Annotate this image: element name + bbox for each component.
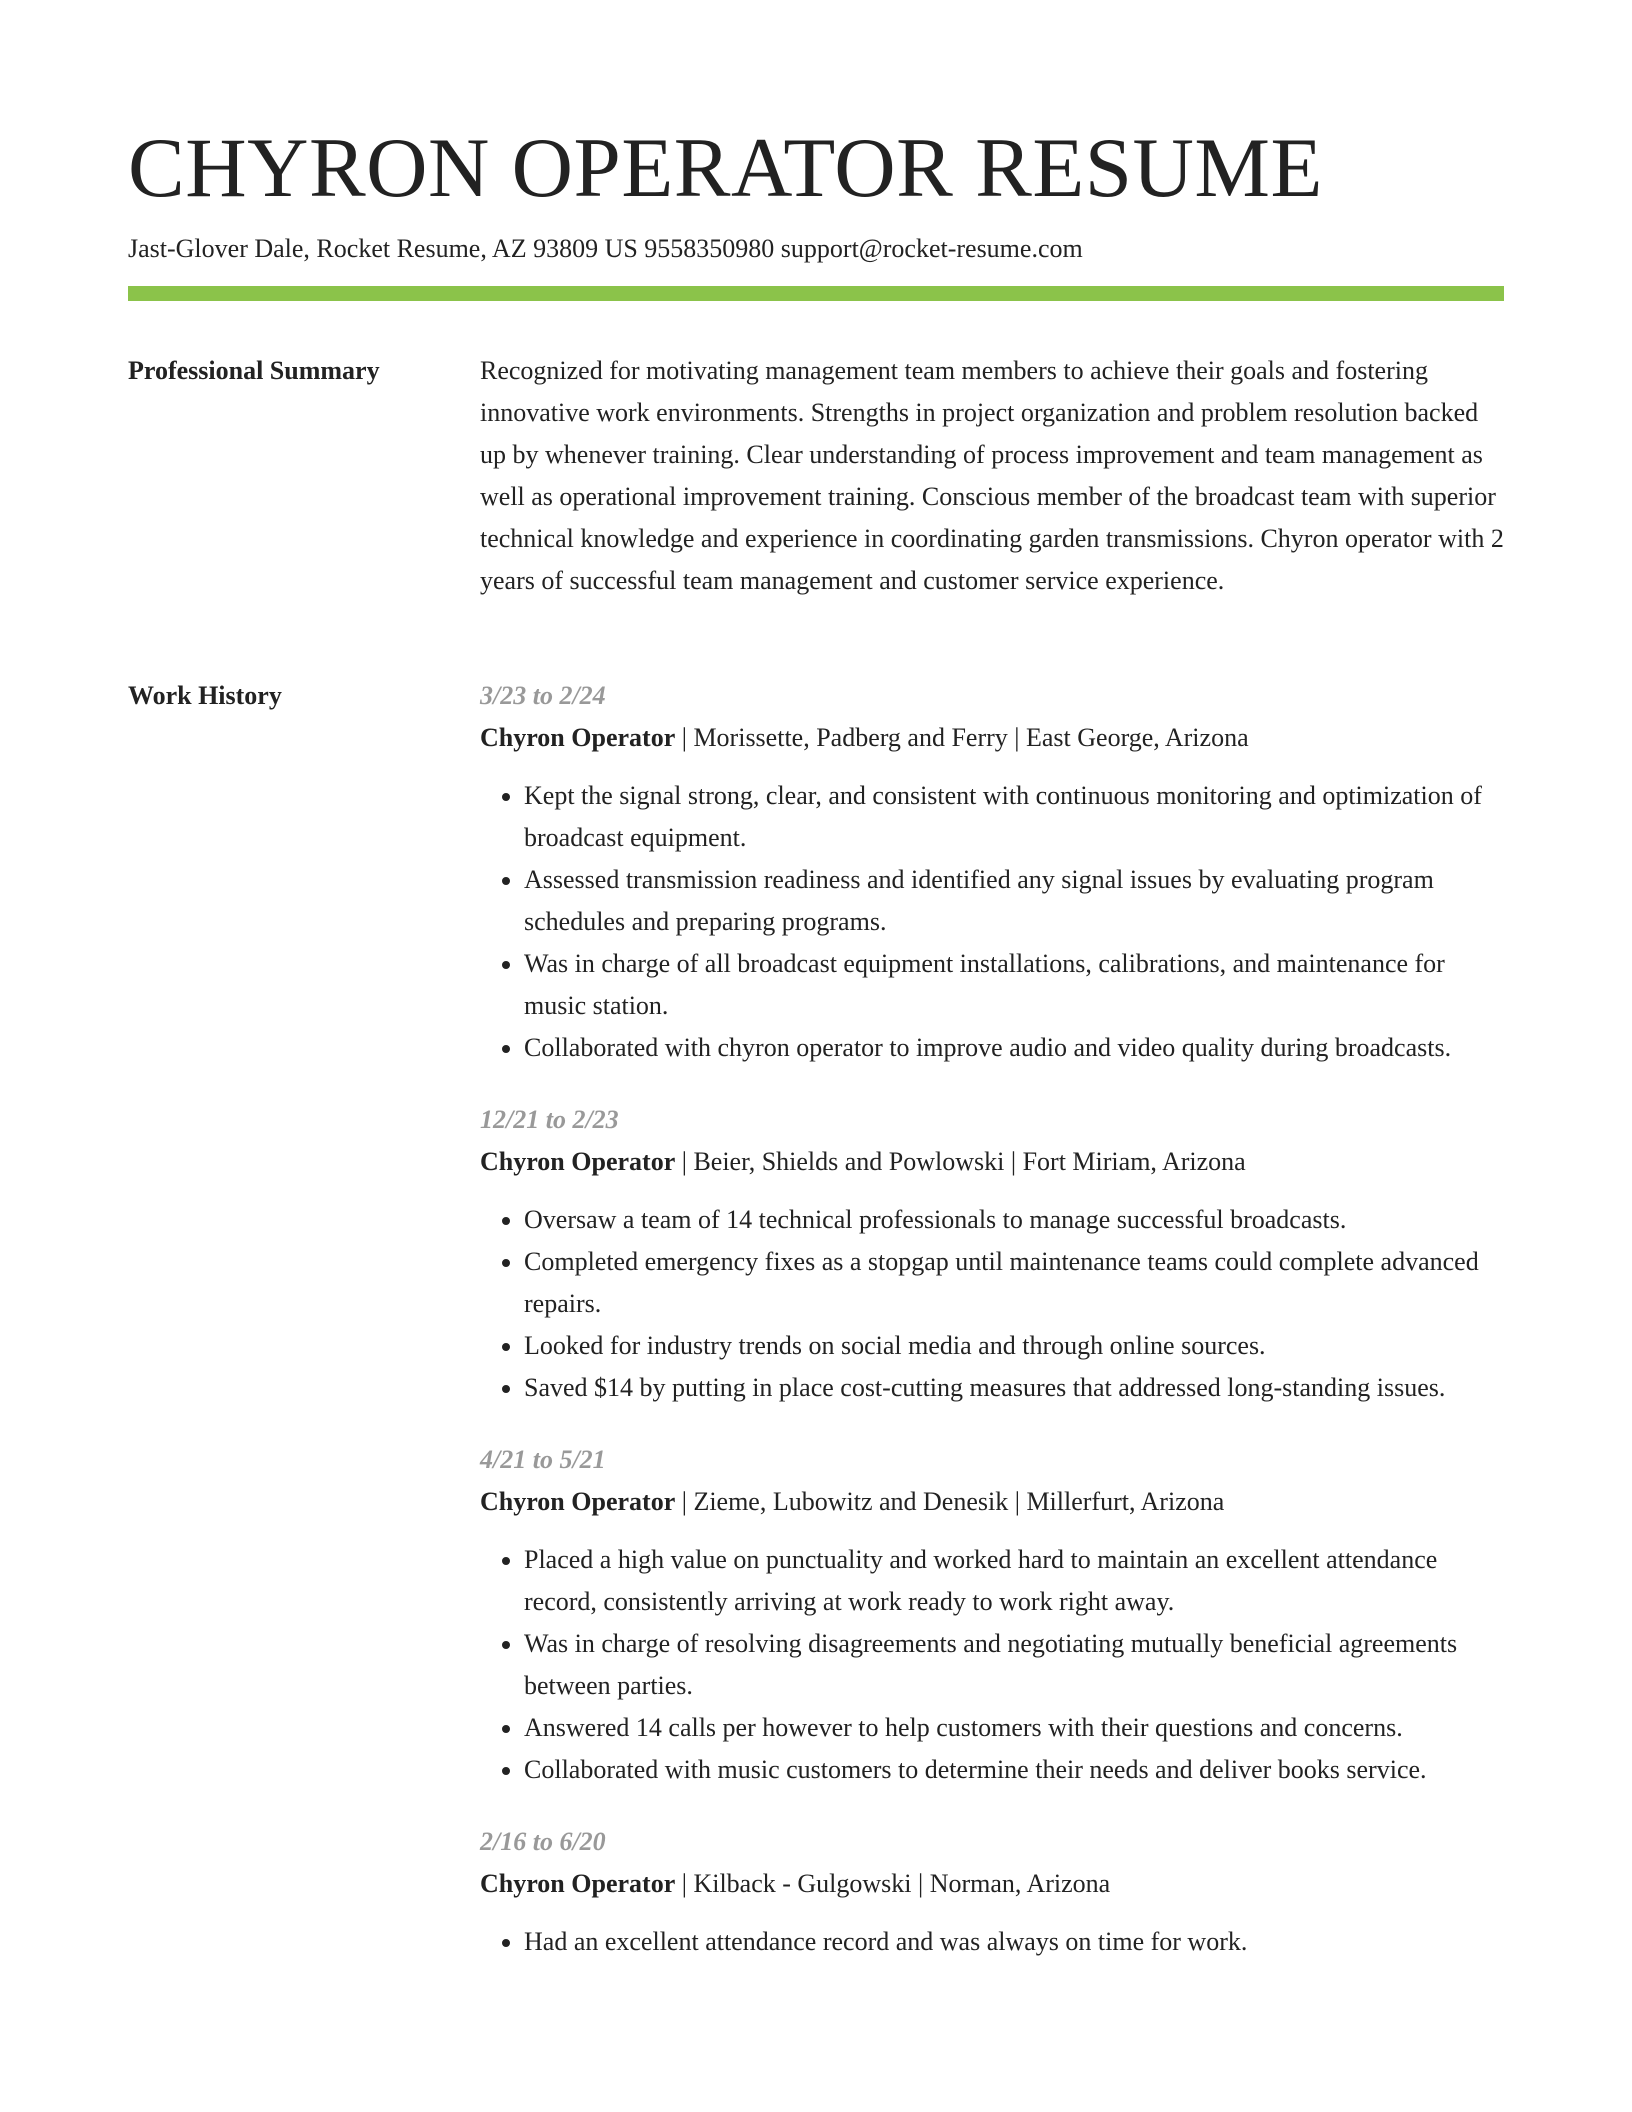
job-heading: [480, 1481, 1504, 1523]
job-duty: • Collaborated with chyron operator to improve audio and video quality during broadcasts.: [524, 1027, 1504, 1069]
job-duty: • Completed emergency fixes as a stopgap until maintenance teams could complete advanced repairs.: [524, 1241, 1504, 1325]
header-divider: [128, 286, 1504, 301]
job-entry: [480, 675, 1504, 1069]
job-dates: 4/21 to 5/21: [480, 1445, 606, 1474]
job-duties-list: [480, 775, 1504, 1069]
work-history-body: [480, 675, 1504, 1993]
job-heading: [480, 717, 1504, 759]
job-title: Chyron Operator: [480, 1869, 676, 1898]
job-entry: [480, 1099, 1504, 1409]
resume-title: CHYRON OPERATOR RESUME: [128, 121, 1323, 215]
section-label-summary: Professional Summary: [128, 356, 380, 385]
job-duty: • Was in charge of resolving disagreements and negotiating mutually beneficial agreements between parties.: [524, 1623, 1504, 1707]
job-duty: • Collaborated with music customers to determine their needs and deliver books service.: [524, 1749, 1504, 1791]
job-dates: 12/21 to 2/23: [480, 1105, 619, 1134]
job-employer-location: | Zieme, Lubowitz and Denesik | Millerfurt, Arizona: [675, 1487, 1225, 1516]
summary-body: [480, 350, 1504, 602]
job-duty: • Kept the signal strong, clear, and consistent with continuous monitoring and optimization of broadcast equipment.: [524, 775, 1504, 859]
job-heading: [480, 1863, 1504, 1905]
job-duties-list: [480, 1199, 1504, 1409]
job-duty: • Oversaw a team of 14 technical professionals to manage successful broadcasts.: [524, 1199, 1504, 1241]
job-duties-list: [480, 1921, 1504, 1963]
job-duty: • Saved $14 by putting in place cost-cutting measures that addressed long-standing issues.: [524, 1367, 1504, 1409]
section-label-work-history: Work History: [128, 681, 282, 710]
job-employer-location: | Kilback - Gulgowski | Norman, Arizona: [675, 1869, 1111, 1898]
job-employer-location: | Beier, Shields and Powlowski | Fort Miriam, Arizona: [675, 1147, 1246, 1176]
job-title: Chyron Operator: [480, 1487, 676, 1516]
job-heading: [480, 1141, 1504, 1183]
job-duties-list: [480, 1539, 1504, 1791]
job-employer-location: | Morissette, Padberg and Ferry | East George, Arizona: [675, 723, 1249, 752]
job-duty: • Looked for industry trends on social media and through online sources.: [524, 1325, 1504, 1367]
job-duty: • Placed a high value on punctuality and worked hard to maintain an excellent attendance record, consistently arriving at work ready to work right away.: [524, 1539, 1504, 1623]
job-entry: [480, 1439, 1504, 1791]
job-duty: • Assessed transmission readiness and identified any signal issues by evaluating program schedules and preparing programs.: [524, 859, 1504, 943]
summary-text: Recognized for motivating management team members to achieve their goals and fostering innovative work environments. Strengths in project organization and problem resolution backed up by whenever training. Clear understanding of process improvement and team management as well as operational improvement training. Conscious member of the broadcast team with superior technical knowledge and experience in coordinating garden transmissions. Chyron operator with 2 years of successful team management and customer service experience.: [480, 356, 1504, 595]
job-duty: • Was in charge of all broadcast equipment installations, calibrations, and maintenance for music station.: [524, 943, 1504, 1027]
job-dates: 2/16 to 6/20: [480, 1827, 606, 1856]
job-title: Chyron Operator: [480, 1147, 676, 1176]
job-dates: 3/23 to 2/24: [480, 681, 606, 710]
contact-line: Jast-Glover Dale, Rocket Resume, AZ 93809 US 9558350980 support@rocket-resume.com: [128, 234, 1083, 263]
job-entry: [480, 1821, 1504, 1963]
job-duty: • Had an excellent attendance record and was always on time for work.: [524, 1921, 1504, 1963]
job-duty: • Answered 14 calls per however to help customers with their questions and concerns.: [524, 1707, 1504, 1749]
job-title: Chyron Operator: [480, 723, 676, 752]
